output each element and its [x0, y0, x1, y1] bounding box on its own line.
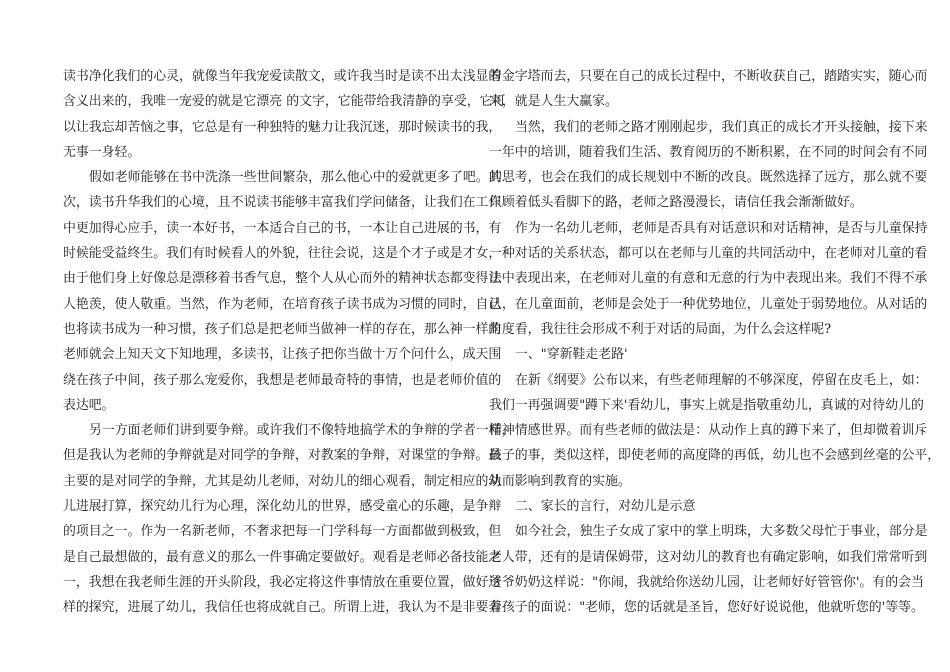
text-line: 中更加得心应手，读一本好书，一本适合自己的书，一本让自己进展的书，有	[63, 220, 502, 236]
paragraph	[489, 519, 928, 620]
text-line: 人艳羡，使人敬重。当然，作为老师，在培育孩子读书成为习惯的同时，自己	[63, 296, 502, 312]
text-line: 老人带，还有的是请保姆带，这对幼儿的教育也有确定影响，如我们常常听到	[489, 549, 928, 565]
text-line: 儿进展打算，探究幼儿行为心理，深化幼儿的世界，感受童心的乐趣，是争辩	[63, 499, 502, 515]
text-line: 一年中的培训，随着我们生活、教育阅历的不断积累，在不同的时间会有不同	[489, 144, 928, 160]
text-line: 主要的是对同学的争辩，尤其是幼儿老师，对幼儿的细心观看，制定相应的幼	[63, 473, 502, 489]
text-line: 的项目之一。作为一名新老师，不奢求把每一门学科每一方面都做到极致，但	[63, 524, 502, 540]
text-line: 一、"穿新鞋走老路'	[515, 347, 628, 363]
text-line: 角度看，我往往会形成不利于对话的局面，为什么会这样呢?	[489, 321, 832, 337]
text-line: 法中表现出来，在老师对儿童的有意和无意的行为中表现出来。我们不得不承	[489, 271, 928, 287]
paragraph	[63, 418, 515, 620]
text-line: 当然，我们的老师之路才刚刚起步，我们真正的成长才开头接触，接下来	[515, 119, 928, 135]
text-line: 样的探究，进展了幼儿，我信任也将成就自己。所谓上进，我认为不是非要奔	[63, 600, 502, 616]
text-line: 孩子的事，类似这样，即使老师的高度降的再低，幼儿也不会感到丝毫的公平，	[489, 448, 941, 464]
paragraph	[63, 64, 506, 165]
paragraph	[489, 115, 928, 216]
text-line: 爷爷奶奶这样说："你闹，我就给你送幼儿园，让老师好好管管你'。有的会当	[489, 574, 924, 590]
paragraph	[489, 216, 928, 342]
text-line: 读书净化我们的心灵，就像当年我宠爱读散文，或许我当时是读不出太浅显的	[63, 69, 502, 84]
paragraph	[489, 342, 877, 367]
paragraph	[489, 368, 941, 494]
text-line: 无事一身轻。	[63, 144, 141, 160]
text-line: 来，就是人生大赢家。	[489, 94, 618, 110]
text-line: 次，读书升华我们的心境，且不说读书能够丰富我们学问储备，让我们在工作	[63, 195, 502, 211]
text-line: 的思考，也会在我们的成长规划中不断的改良。既然选择了远方，那么就不要	[489, 170, 928, 186]
text-line: 也将读书成为一种习惯，孩子们总是把老师当做神一样的存在，那么神一样的	[63, 321, 502, 337]
text-line: 二、家长的言行，对幼儿是示意	[515, 499, 696, 515]
text-line: 只顾着低头看脚下的路，老师之路漫漫长，请信任我会渐渐做好。	[489, 195, 863, 211]
text-line: 一，我想在我老师生涯的开头阶段，我必定将这件事情放在重要位置，做好这	[63, 574, 502, 590]
text-line: 表达吧。	[63, 397, 115, 413]
paragraph	[489, 64, 928, 115]
text-line: 假如老师能够在书中洗涤一些世间繁杂，那么他心中的爱就更多了吧。其	[89, 170, 502, 186]
text-line: 作为一名幼儿老师，老师是否具有对话意识和对话精神，是否与儿童保持	[515, 220, 928, 236]
text-line: 认，在儿童面前，老师是会处于一种优势地位，儿童处于弱势地位。从对话的	[489, 296, 928, 312]
text-line: 时候能受益终生。我们有时候看人的外貌，往往会说，这是个才子或是才女，	[63, 246, 502, 262]
text-line: 以让我忘却苦恼之事，它总是有一种独特的魅力让我沉迷，那时候读书的我，	[63, 119, 502, 135]
text-line: 一种对话的关系状态，都可以在老师与儿童的共同活动中，在老师对儿童的看	[489, 246, 928, 262]
text-line: 但是我认为老师的争辩就是对同学的争辩，对教案的争辩，对课堂的争辩。最	[63, 448, 502, 464]
text-line: 含义出来的，我唯一宠爱的就是它漂亮 的文字，它能带给我清静的享受，它可	[63, 94, 506, 110]
left-column	[63, 64, 515, 621]
text-line: 从而影响到教育的实施。	[489, 473, 631, 489]
text-line: 我们一再强调要"蹲下来'看幼儿，事实上就是指敬重幼儿，真诚的对待幼儿的	[489, 397, 924, 413]
text-line: 另一方面老师们讲到要争辩。或许我们不像特地搞学术的争辩的学者一样，	[89, 423, 515, 439]
text-line: 着金字塔而去，只要在自己的成长过程中，不断收获自己，踏踏实实，随心而	[489, 69, 928, 84]
paragraph	[489, 494, 877, 519]
text-line: 在新《纲要》公布以来，有些老师理解的不够深度，停留在皮毛上，如：	[515, 372, 928, 388]
text-line: 着孩子的面说："老师，您的话就是圣旨，您好好说说他，他就听您的'等等。	[489, 600, 924, 616]
text-line: 老师就会上知天文下知地理，多读书，让孩子把你当做十万个问什么，成天围	[63, 347, 502, 363]
text-line: 精神情感世界。而有些老师的做法是：从动作上真的蹲下来了，但却微着训斥	[489, 423, 928, 439]
right-column	[489, 64, 941, 621]
paragraph	[63, 165, 502, 418]
text-line: 如今社会，独生子女成了家中的掌上明珠，大多数父母忙于事业，部分是	[515, 524, 928, 540]
text-line: 是自己最想做的，最有意义的那么一件事确定要做好。观看是老师必备技能之	[63, 549, 502, 565]
text-line: 绕在孩子中间，孩子那么宠爱你，我想是老师最奇特的事情，也是老师价值的	[63, 372, 502, 388]
text-line: 由于他们身上好像总是漂移着书香气息，整个人从心而外的精神状态都变得让	[63, 271, 502, 287]
